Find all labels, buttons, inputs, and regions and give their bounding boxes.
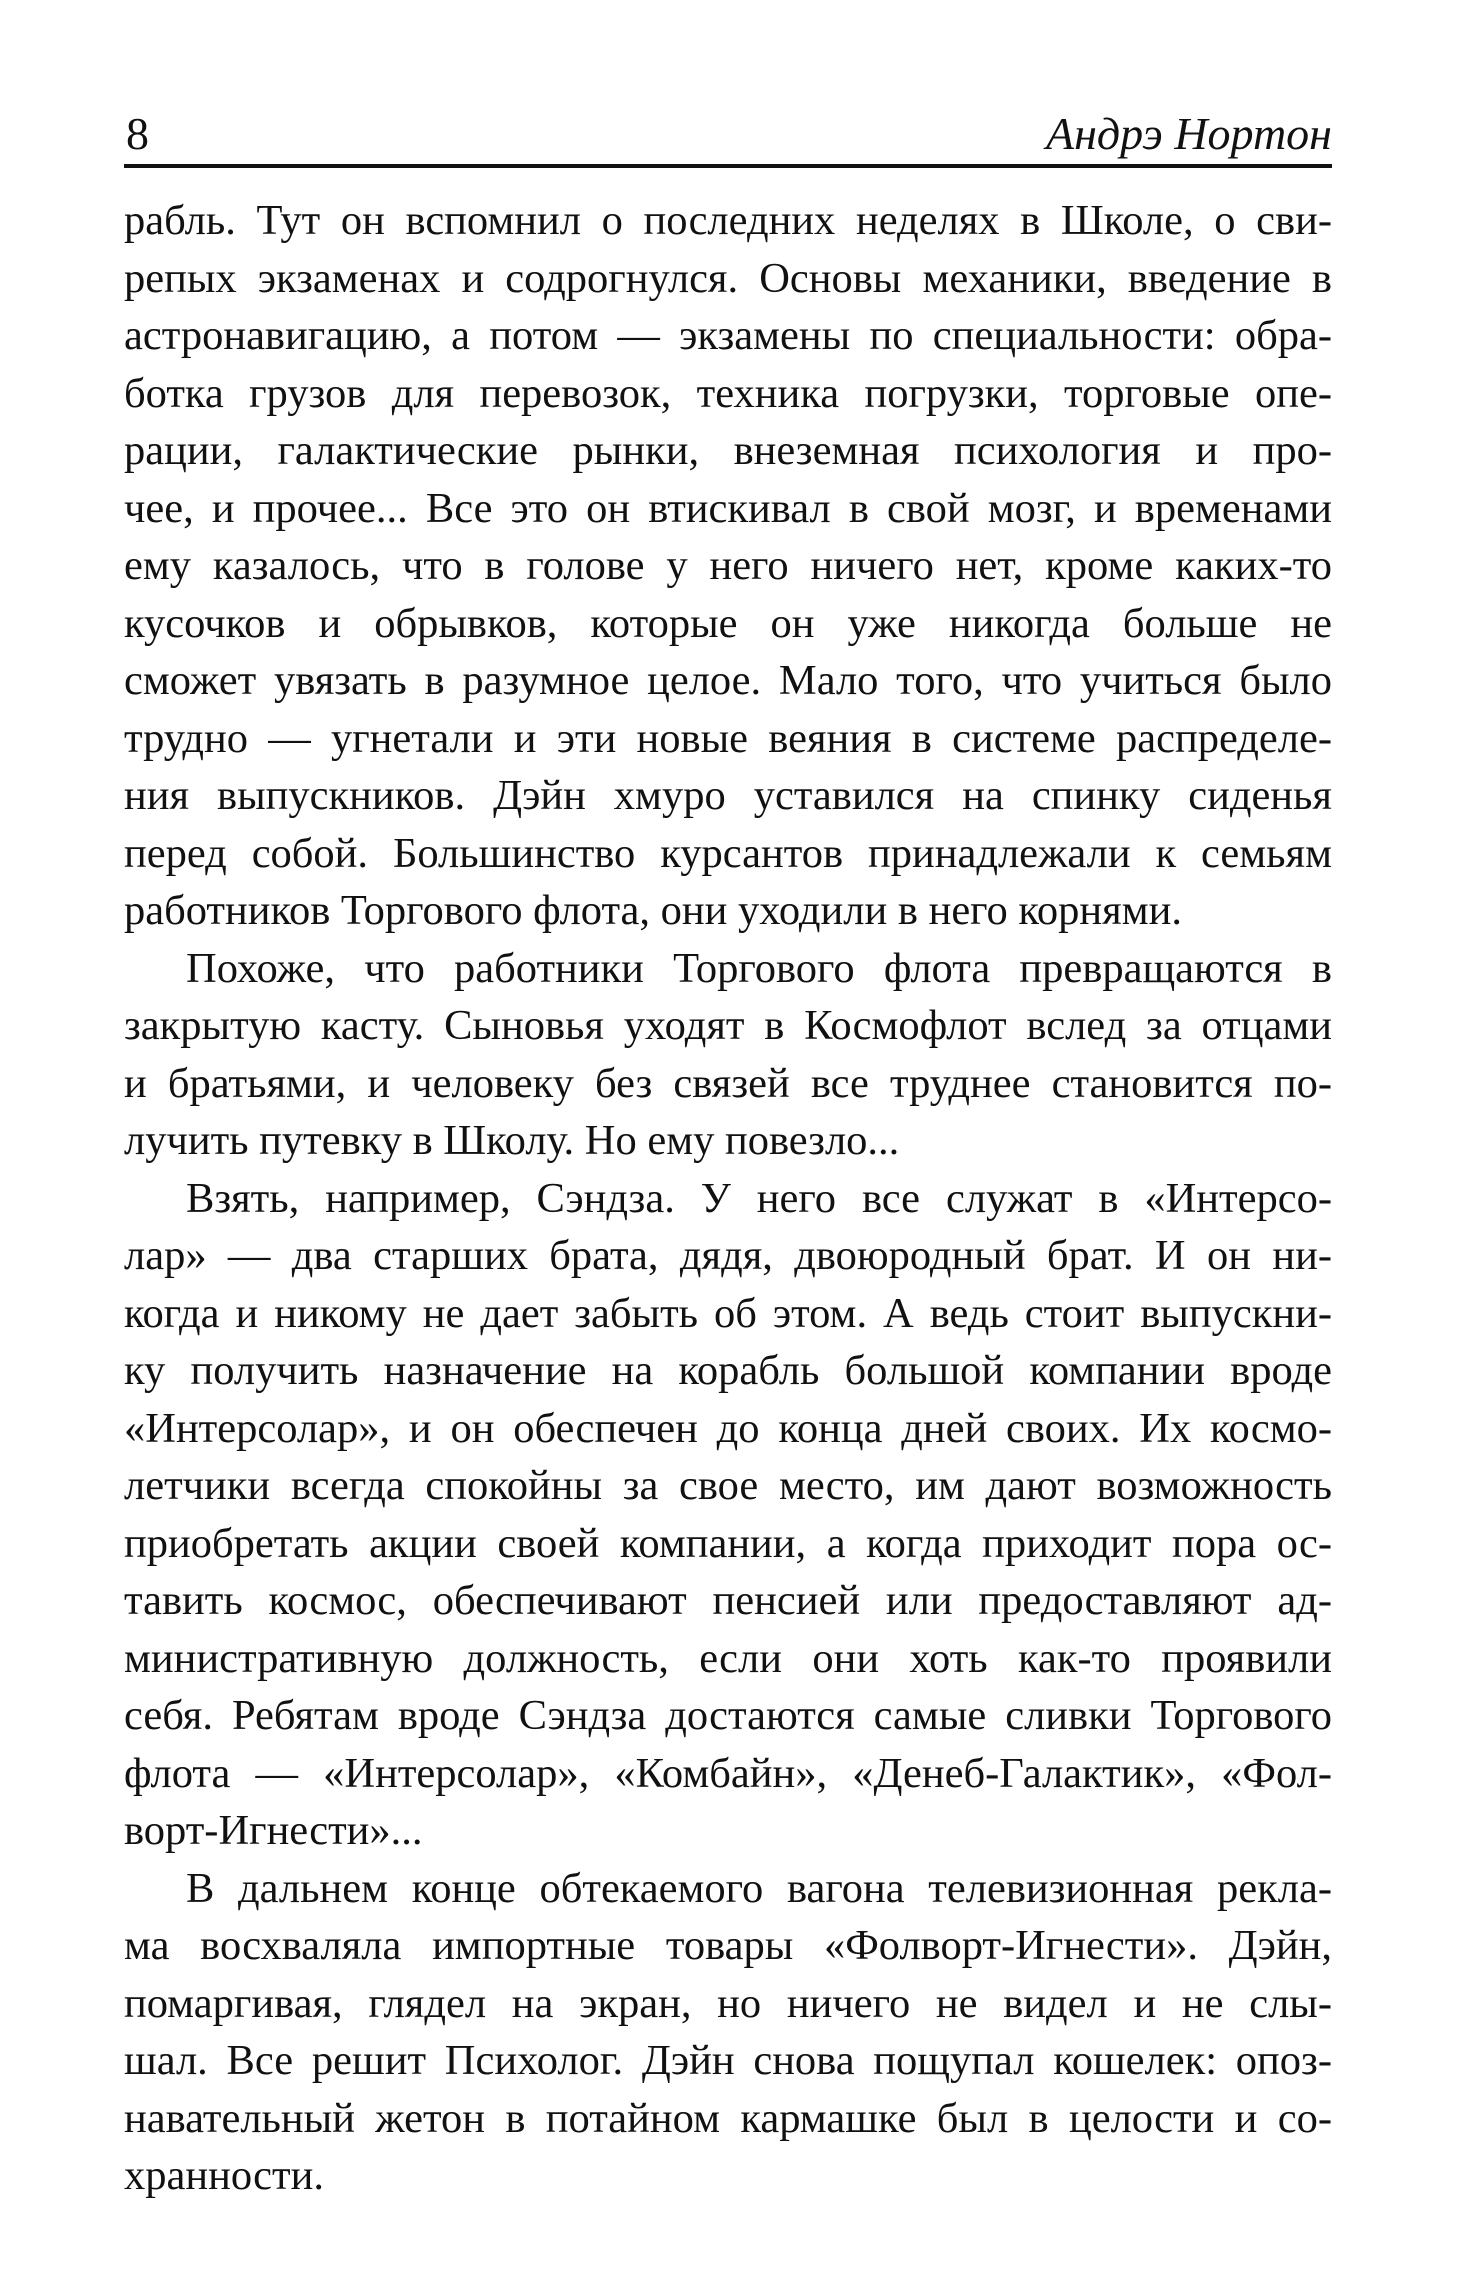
paragraph (124, 1860, 1332, 2205)
text-line: рации, галактические рынки, внеземная психология и про- (124, 427, 1332, 474)
text-line: чее, и прочее... Все это он втискивал в свой мозг, и временами (124, 484, 1332, 532)
text-line: ния выпускников. Дэйн хмуро уставился на спинку сиденья (124, 772, 1332, 819)
text-line: ему казалось, что в голове у него ничего нет, кроме каких-то (124, 542, 1332, 589)
text-line: работников Торгового флота, они уходили в него корнями. (124, 887, 1182, 934)
text-line: рабль. Тут он вспомнил о последних неделях в Школе, о сви- (124, 197, 1332, 244)
text-line: ма восхваляла импортные товары «Фолворт-Игнести». Дэйн, (124, 1922, 1332, 1969)
page-number: 8 (126, 108, 149, 159)
paragraph (124, 1170, 1332, 1860)
text-line: «Интерсолар», и он обеспечен до конца дней своих. Их космо- (124, 1404, 1332, 1452)
text-line: приобретать акции своей компании, а когда приходит пора ос- (124, 1519, 1332, 1567)
text-line: ворт-Игнести»... (124, 1807, 423, 1854)
paragraph (124, 192, 1332, 940)
text-line: кусочков и обрывков, которые он уже никогда больше не (124, 599, 1332, 647)
text-line: ботка грузов для перевозок, техника погрузки, торговые опе- (124, 369, 1332, 417)
text-line: шал. Все решит Психолог. Дэйн снова пощупал кошелек: опоз- (124, 2037, 1332, 2084)
text-line: лар» — два старших брата, дядя, двоюродный брат. И он ни- (124, 1232, 1332, 1279)
paragraph (124, 940, 1332, 1170)
text-line: трудно — угнетали и эти новые веяния в системе распределе- (124, 714, 1332, 762)
text-line: ку получить назначение на корабль большой компании вроде (124, 1347, 1332, 1394)
text-line: и братьями, и человеку без связей все труднее становится по- (124, 1059, 1332, 1107)
text-line: закрытую касту. Сыновья уходят в Космофлот вслед за отцами (124, 1002, 1332, 1049)
text-line: лучить путевку в Школу. Но ему повезло... (124, 1117, 900, 1164)
text-line: хранности. (124, 2152, 324, 2199)
text-line: помаргивая, глядел на экран, но ничего не видел и не слы- (124, 1979, 1332, 2027)
text-line: себя. Ребятам вроде Сэндза достаются самые сливки Торгового (124, 1692, 1332, 1739)
text-line: перед собой. Большинство курсантов принадлежали к семьям (124, 829, 1332, 877)
text-line: когда и никому не дает забыть об этом. А ведь стоит выпускни- (124, 1289, 1332, 1337)
text-line: министративную должность, если они хоть как-то проявили (124, 1634, 1332, 1682)
text-line: Взять, например, Сэндза. У него все служат в «Интерсо- (186, 1174, 1332, 1222)
text-line: астронавигацию, а потом — экзамены по специальности: обра- (124, 312, 1332, 359)
text-line: сможет увязать в разумное целое. Мало того, что учиться было (124, 657, 1332, 704)
text-line: В дальнем конце обтекаемого вагона телевизионная рекла- (186, 1864, 1332, 1912)
text-line: летчики всегда спокойны за свое место, им дают возможность (124, 1462, 1332, 1509)
text-line: репых экзаменах и содрогнулся. Основы механики, введение в (124, 254, 1332, 302)
text-line: Похоже, что работники Торгового флота превращаются в (186, 944, 1332, 992)
body-text (124, 192, 1332, 2205)
text-line: флота — «Интерсолар», «Комбайн», «Денеб-Галактик», «Фол- (124, 1749, 1332, 1797)
running-title: Андрэ Нортон (1045, 108, 1332, 159)
book-page (124, 0, 1332, 2278)
text-line: навательный жетон в потайном кармашке был в целости и со- (124, 2094, 1332, 2142)
text-line: тавить космос, обеспечивают пенсией или предоставляют ад- (124, 1577, 1332, 1624)
page-header (124, 104, 1332, 168)
